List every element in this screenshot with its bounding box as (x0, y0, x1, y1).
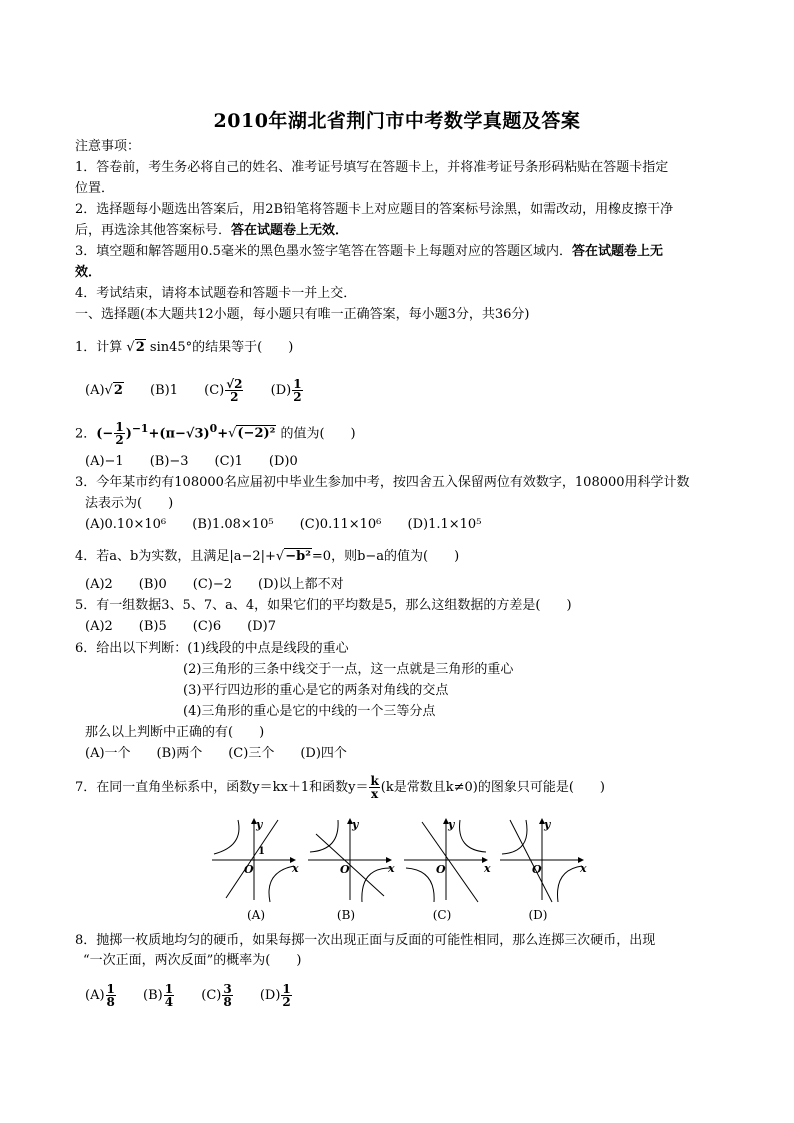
q1-option-d-fraction (292, 378, 302, 403)
note-2-line-1: 2．选择题每小题选出答案后，用2B铅笔将答题卡上对应题目的答案标号涂黑，如需改动，用橡皮擦干净 (75, 202, 674, 217)
question-1-options (85, 378, 326, 403)
q1-option-a-label: (A) (85, 383, 105, 398)
note-2-line-2 (75, 222, 348, 240)
note-2-plain: 后，再选涂其他答案标号． (75, 223, 232, 238)
q1-option-d-numerator: 1 (293, 377, 302, 391)
q7-label-b: (B) (336, 908, 356, 922)
q2-sqrt-radicand: (−2)² (237, 426, 276, 442)
question-6-statement-2: (2)三角形的三条中线交于一点，这一点就是三角形的重心 (183, 662, 514, 677)
q1-option-c-numerator: √2 (226, 377, 243, 391)
note-2-bold: 答在试题卷上无效． (231, 223, 349, 238)
q8-option-c-denominator: 8 (223, 995, 232, 1009)
q8-option-b-label: (B) (143, 988, 163, 1003)
q7-b-y-label: y (352, 818, 359, 831)
question-2 (75, 420, 356, 446)
q1-sqrt: √2 (126, 340, 145, 355)
question-5: 5．有一组数据3、5、7、a、4，如果它们的平均数是5，那么这组数据的方差是( ) (75, 598, 572, 613)
q2-fraction-denominator: 2 (115, 433, 124, 448)
q7-a-y-label: y (256, 818, 263, 831)
q7-b-x-label: x (388, 862, 395, 875)
q2-exponent-1: −1 (131, 422, 149, 435)
q1-option-c (204, 378, 244, 403)
q2-fraction (114, 421, 124, 446)
q1-option-c-denominator: 2 (230, 390, 239, 404)
q3-option-c: (C)0.11×10⁶ (299, 517, 382, 532)
q1-option-d (271, 378, 304, 403)
question-3-line-2: 法表示为( ) (85, 496, 174, 511)
q3-option-d: (D)1.1×10⁵ (407, 517, 482, 532)
q7-graph-options (208, 816, 588, 926)
q7-graph-c (400, 816, 492, 906)
question-6-options: (A)一个 (B)两个 (C)三个 (D)四个 (85, 746, 347, 761)
q7-graph-a (208, 816, 300, 906)
q8-option-c-fraction (222, 983, 232, 1008)
q1-option-d-label: (D) (270, 383, 292, 398)
q2-expr-open: (− (96, 426, 114, 442)
q8-option-a-denominator: 8 (106, 995, 115, 1009)
question-1 (75, 339, 293, 357)
q1-option-c-fraction (225, 378, 243, 403)
note-1-line-2: 位置． (75, 181, 115, 196)
q8-option-a-numerator: 1 (106, 982, 115, 996)
question-6-statement-4: (4)三角形的重心是它的中线的一个三等分点 (183, 704, 436, 719)
q1-option-d-denominator: 2 (293, 390, 302, 404)
q4-sqrt-radicand: −b² (285, 549, 311, 564)
q7-text-b: (k是常数且k≠0)的图象只可能是( ) (380, 780, 605, 795)
q7-c-x-label: x (484, 862, 491, 875)
q8-option-c-numerator: 3 (223, 982, 232, 996)
q8-option-b (143, 983, 175, 1008)
note-3-line-1 (75, 243, 663, 261)
q4-text-b: =0，则b−a的值为( ) (311, 549, 460, 564)
note-4: 4．考试结束，请将本试题卷和答题卡一并上交． (75, 286, 357, 301)
q4-text-a: 4．若a、b为实数，且满足|a−2|+ (75, 549, 276, 564)
q7-a-x-label: x (292, 862, 299, 875)
page-title: 2010年湖北省荆门市中考数学真题及答案 (213, 110, 581, 132)
q8-option-d (260, 983, 293, 1008)
q8-option-b-numerator: 1 (164, 982, 174, 996)
question-6-statement-3: (3)平行四边形的重心是它的两条对角线的交点 (183, 683, 449, 698)
q2-sqrt: √(−2)² (228, 426, 276, 442)
q7-d-y-label: y (544, 818, 551, 831)
q7-label-a: (A) (246, 908, 266, 922)
q7-c-y-label: y (448, 818, 455, 831)
q8-option-d-fraction (281, 983, 291, 1008)
note-3-plain: 3．填空题和解答题用0.5毫米的黑色墨水签字笔答在答题卡上每题对应的答题区域内． (75, 244, 572, 259)
q7-d-origin: O (532, 863, 542, 876)
question-8-options (85, 983, 315, 1008)
q2-number: 2． (75, 426, 97, 442)
q4-sqrt: √−b² (275, 549, 311, 564)
q7-fraction (369, 775, 379, 800)
question-5-options: (A)2 (B)5 (C)6 (D)7 (85, 619, 276, 634)
q2-plus: + (217, 426, 229, 442)
question-8-line-1: 8．抛掷一枚质地均匀的硬币，如果每掷一次出现正面与反面的可能性相同，那么连掷三次硬币，出现 (75, 933, 656, 948)
q2-expr-close: ) (125, 426, 132, 442)
q8-option-a-fraction (106, 983, 116, 1008)
q8-option-a-label: (A) (85, 988, 105, 1003)
q8-option-d-label: (D) (259, 988, 281, 1003)
q7-d-x-label: x (580, 862, 587, 875)
q8-option-b-fraction (164, 983, 174, 1008)
q7-a-one: 1 (258, 846, 265, 857)
question-3-line-1: 3．今年某市约有108000名应届初中毕业生参加中考，按四舍五入保留两位有效数字，108000用科学计数 (75, 475, 690, 490)
q3-option-a: (A)0.10×10⁶ (85, 517, 167, 532)
question-2-options: (A)−1 (B)−3 (C)1 (D)0 (85, 454, 298, 469)
q1-option-b: (B)1 (150, 383, 178, 398)
q1-text-a: 1．计算 (75, 340, 123, 355)
q8-option-a (85, 983, 117, 1008)
q7-a-origin: O (244, 863, 254, 876)
q7-label-d: (D) (528, 908, 548, 922)
question-4-options: (A)2 (B)0 (C)−2 (D)以上都不对 (85, 577, 344, 592)
note-3-line-2: 效． (75, 265, 102, 280)
q1-option-a (85, 382, 124, 400)
question-6: 6．给出以下判断：(1)线段的中点是线段的重心 (75, 641, 349, 656)
q8-option-c-label: (C) (201, 988, 222, 1003)
q7-fraction-numerator: k (370, 774, 379, 788)
q7-fraction-denominator: x (371, 787, 379, 801)
q8-option-d-numerator: 1 (282, 982, 291, 996)
q2-expr-pi: +(π−√3) (148, 426, 210, 442)
notes-heading: 注意事项： (75, 139, 141, 154)
q1-option-c-label: (C) (204, 383, 225, 398)
q2-exponent-2: 0 (209, 422, 218, 435)
q7-c-origin: O (436, 863, 446, 876)
question-7 (75, 775, 605, 800)
question-3-options (85, 516, 503, 534)
q7-text-a: 7．在同一直角坐标系中，函数y＝kx＋1和函数y＝ (75, 780, 369, 795)
q7-graph-d (496, 816, 588, 906)
q8-option-c (201, 983, 233, 1008)
q3-option-b: (B)1.08×10⁵ (192, 517, 274, 532)
q1-option-a-radicand: 2 (113, 383, 123, 398)
q1-sqrt-radicand: 2 (135, 340, 145, 355)
q1-text-b: sin45°的结果等于( ) (145, 340, 294, 355)
q7-b-origin: O (340, 863, 350, 876)
question-4 (75, 548, 459, 566)
question-6-prompt: 那么以上判断中正确的有( ) (85, 725, 265, 740)
q7-graph-b (304, 816, 396, 906)
section-1-heading: 一、选择题(本大题共12小题，每小题只有唯一正确答案，每小题3分，共36分) (75, 307, 530, 322)
q7-label-c: (C) (432, 908, 452, 922)
q1-option-a-sqrt: √2 (104, 383, 123, 398)
q8-option-d-denominator: 2 (282, 995, 291, 1009)
q8-option-b-denominator: 4 (164, 995, 174, 1009)
q2-tail: 的值为( ) (276, 426, 356, 442)
note-1-line-1: 1．答卷前，考生务必将自己的姓名、准考证号填写在答题卡上，并将准考证号条形码粘贴在答题卡指定 (75, 160, 669, 175)
note-3-bold: 答在试题卷上无 (571, 244, 663, 259)
question-8-line-2: “一次正面，两次反面”的概率为( ) (83, 953, 302, 968)
q2-fraction-numerator: 1 (115, 420, 124, 435)
